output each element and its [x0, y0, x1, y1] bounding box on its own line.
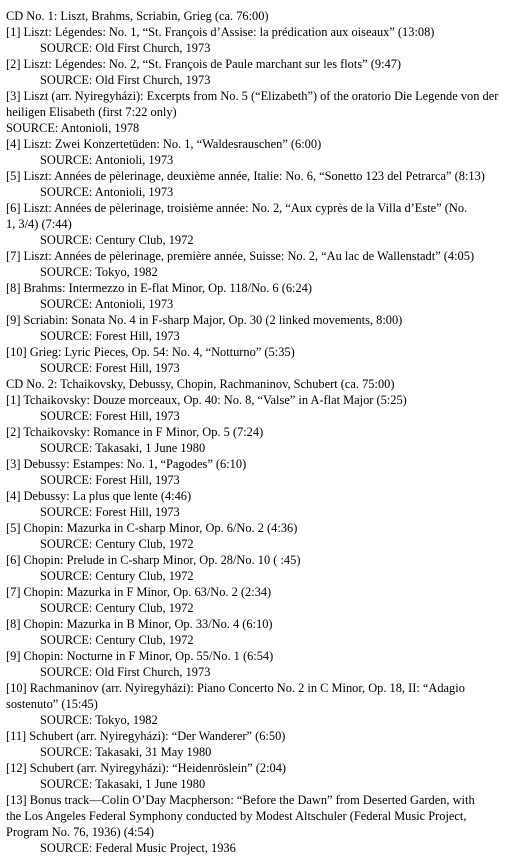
cd1-section	[6, 8, 518, 376]
track-title: [13] Bonus track—Colin O’Day Macpherson: “Before the Dawn” from Deserted Garden, with the Los Angeles Federal Symphony conducted by Modest Altschuler (Federal Music Project, Program No. 76, 1936) (4:54)	[6, 793, 475, 839]
track-item	[6, 248, 518, 280]
track-item	[6, 424, 518, 456]
track-source: SOURCE: Tokyo, 1982	[40, 713, 158, 727]
track-item	[6, 648, 518, 680]
track-item	[6, 680, 518, 728]
track-item	[6, 56, 518, 88]
track-title: [10] Rachmaninov (arr. Nyiregyházi): Piano Concerto No. 2 in C Minor, Op. 18, II: “Adagio sostenuto” (15:45)	[6, 681, 465, 711]
cd1-heading: CD No. 1: Liszt, Brahms, Scriabin, Grieg (ca. 76:00)	[6, 9, 269, 23]
track-source: SOURCE: Antonioli, 1973	[40, 297, 174, 311]
track-item	[6, 136, 518, 168]
track-item	[6, 616, 518, 648]
track-source: SOURCE: Takasaki, 1 June 1980	[40, 441, 206, 455]
track-source: SOURCE: Antonioli, 1973	[40, 185, 174, 199]
track-listing-document	[6, 8, 518, 856]
track-title: [1] Tchaikovsky: Douze morceaux, Op. 40: No. 8, “Valse” in A-flat Major (5:25)	[6, 393, 407, 407]
track-title: [9] Scriabin: Sonata No. 4 in F-sharp Major, Op. 30 (2 linked movements, 8:00)	[6, 313, 403, 327]
track-title: [6] Chopin: Prelude in C-sharp Minor, Op. 28/No. 10 ( :45)	[6, 553, 301, 567]
track-source: SOURCE: Tokyo, 1982	[40, 265, 158, 279]
track-title: [9] Chopin: Nocturne in F Minor, Op. 55/No. 1 (6:54)	[6, 649, 274, 663]
cd2-heading: CD No. 2: Tchaikovsky, Debussy, Chopin, Rachmaninov, Schubert (ca. 75:00)	[6, 377, 395, 391]
track-item	[6, 24, 518, 56]
track-item	[6, 456, 518, 488]
track-item	[6, 584, 518, 616]
track-source: SOURCE: Antonioli, 1978	[6, 121, 140, 135]
track-title: [8] Chopin: Mazurka in B Minor, Op. 33/No. 4 (6:10)	[6, 617, 273, 631]
track-title: [8] Brahms: Intermezzo in E-flat Minor, Op. 118/No. 6 (6:24)	[6, 281, 312, 295]
track-title: [2] Liszt: Légendes: No. 2, “St. François de Paule marchant sur les flots” (9:47)	[6, 57, 402, 71]
track-source: SOURCE: Old First Church, 1973	[40, 665, 211, 679]
track-title: [4] Debussy: La plus que lente (4:46)	[6, 489, 192, 503]
track-item	[6, 312, 518, 344]
track-item	[6, 392, 518, 424]
track-source: SOURCE: Federal Music Project, 1936	[40, 841, 236, 855]
cd2-section	[6, 376, 518, 856]
track-source: SOURCE: Forest Hill, 1973	[40, 473, 180, 487]
track-source: SOURCE: Century Club, 1972	[40, 233, 194, 247]
track-title: [3] Liszt (arr. Nyiregyházi): Excerpts from No. 5 (“Elizabeth”) of the oratorio Die Legende von der heiligen Elisabeth (first 7:22 only)	[6, 89, 499, 119]
track-title: [2] Tchaikovsky: Romance in F Minor, Op. 5 (7:24)	[6, 425, 264, 439]
track-source: SOURCE: Antonioli, 1973	[40, 153, 174, 167]
track-title: [5] Chopin: Mazurka in C-sharp Minor, Op. 6/No. 2 (4:36)	[6, 521, 298, 535]
track-source: SOURCE: Forest Hill, 1973	[40, 409, 180, 423]
track-item	[6, 280, 518, 312]
track-title: [4] Liszt: Zwei Konzertetüden: No. 1, “Waldesrauschen” (6:00)	[6, 137, 322, 151]
track-item	[6, 168, 518, 200]
track-source: SOURCE: Century Club, 1972	[40, 537, 194, 551]
track-title: [1] Liszt: Légendes: No. 1, “St. François d’Assise: la prédication aux oiseaux” (13:08)	[6, 25, 435, 39]
track-title: [5] Liszt: Années de pèlerinage, deuxième année, Italie: No. 6, “Sonetto 123 del Petrarca” (8:13)	[6, 169, 485, 183]
cd2-track-list	[6, 392, 518, 856]
track-item	[6, 552, 518, 584]
track-source: SOURCE: Old First Church, 1973	[40, 41, 211, 55]
track-item	[6, 760, 518, 792]
track-title: [7] Liszt: Années de pèlerinage, première année, Suisse: No. 2, “Au lac de Wallenstadt” (4:05)	[6, 249, 475, 263]
track-item	[6, 520, 518, 552]
track-title: [7] Chopin: Mazurka in F Minor, Op. 63/No. 2 (2:34)	[6, 585, 272, 599]
track-item	[6, 344, 518, 376]
track-title: [10] Grieg: Lyric Pieces, Op. 54: No. 4, “Notturno” (5:35)	[6, 345, 295, 359]
track-title: [6] Liszt: Années de pèlerinage, troisième année: No. 2, “Aux cyprès de la Villa d’Este” (No. 1, 3/4) (7:44)	[6, 201, 468, 231]
track-source: SOURCE: Century Club, 1972	[40, 569, 194, 583]
track-source: SOURCE: Takasaki, 1 June 1980	[40, 777, 206, 791]
cd1-track-list	[6, 24, 518, 376]
track-item	[6, 88, 518, 136]
track-item	[6, 728, 518, 760]
track-source: SOURCE: Century Club, 1972	[40, 601, 194, 615]
track-source: SOURCE: Forest Hill, 1973	[40, 361, 180, 375]
track-item	[6, 200, 518, 248]
track-source: SOURCE: Forest Hill, 1973	[40, 329, 180, 343]
track-source: SOURCE: Old First Church, 1973	[40, 73, 211, 87]
track-title: [12] Schubert (arr. Nyiregyházi): “Heidenröslein” (2:04)	[6, 761, 287, 775]
track-item	[6, 792, 518, 856]
track-item	[6, 488, 518, 520]
track-source: SOURCE: Forest Hill, 1973	[40, 505, 180, 519]
track-title: [11] Schubert (arr. Nyiregyházi): “Der Wanderer” (6:50)	[6, 729, 286, 743]
track-title: [3] Debussy: Estampes: No. 1, “Pagodes” (6:10)	[6, 457, 247, 471]
track-source: SOURCE: Takasaki, 31 May 1980	[40, 745, 212, 759]
track-source: SOURCE: Century Club, 1972	[40, 633, 194, 647]
